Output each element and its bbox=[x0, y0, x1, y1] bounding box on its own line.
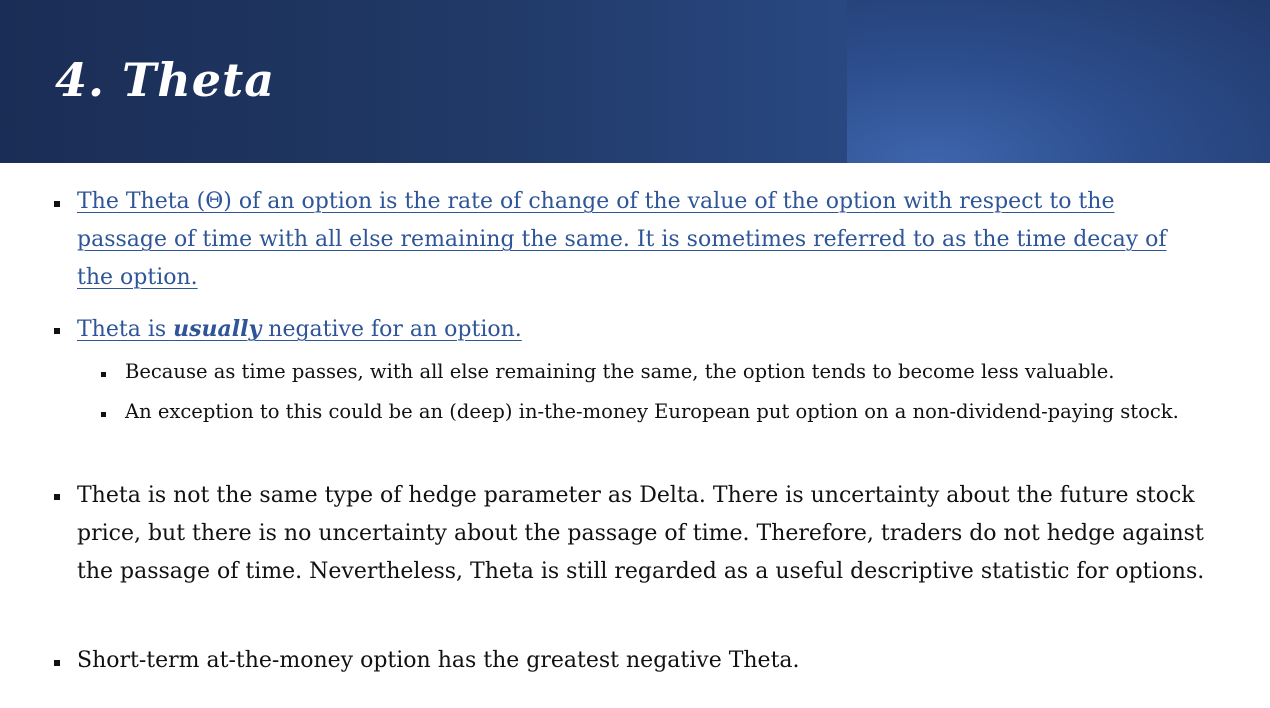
bullet-text bbox=[77, 310, 1207, 349]
square-bullet-icon bbox=[54, 494, 60, 500]
square-bullet-icon bbox=[101, 372, 106, 377]
bullet-text-before: Theta is bbox=[77, 317, 174, 342]
bullet-text bbox=[77, 183, 1207, 297]
sub-bullet-text: An exception to this could be an (deep) in-the-money European put option on a non-dividend-paying stock. bbox=[125, 400, 1179, 423]
slide-title: 4. Theta bbox=[55, 53, 276, 107]
bullet-emphasis: usually bbox=[173, 316, 262, 342]
square-bullet-icon bbox=[54, 201, 60, 207]
square-bullet-icon bbox=[54, 660, 60, 666]
square-bullet-icon bbox=[54, 328, 60, 334]
bullet-link-text[interactable] bbox=[77, 317, 522, 342]
bullet-text: Short-term at-the-money option has the greatest negative Theta. bbox=[77, 648, 800, 673]
sub-bullet-text: Because as time passes, with all else remaining the same, the option tends to become less valuable. bbox=[125, 360, 1115, 383]
bullet-link-text[interactable]: The Theta (Θ) of an option is the rate of change of the value of the option with respect to the passage of time with all else remaining the same. It is sometimes referred to as the time decay of the option. bbox=[77, 189, 1167, 290]
bullet-text-after: negative for an option. bbox=[261, 317, 522, 342]
bullet-text: Theta is not the same type of hedge parameter as Delta. There is uncertainty about the future stock price, but there is no uncertainty about the passage of time. Therefore, traders do not hedge against the passage of time. Nevertheless, Theta is still regarded as a useful descriptive statistic for options. bbox=[77, 483, 1205, 584]
square-bullet-icon bbox=[101, 412, 106, 417]
